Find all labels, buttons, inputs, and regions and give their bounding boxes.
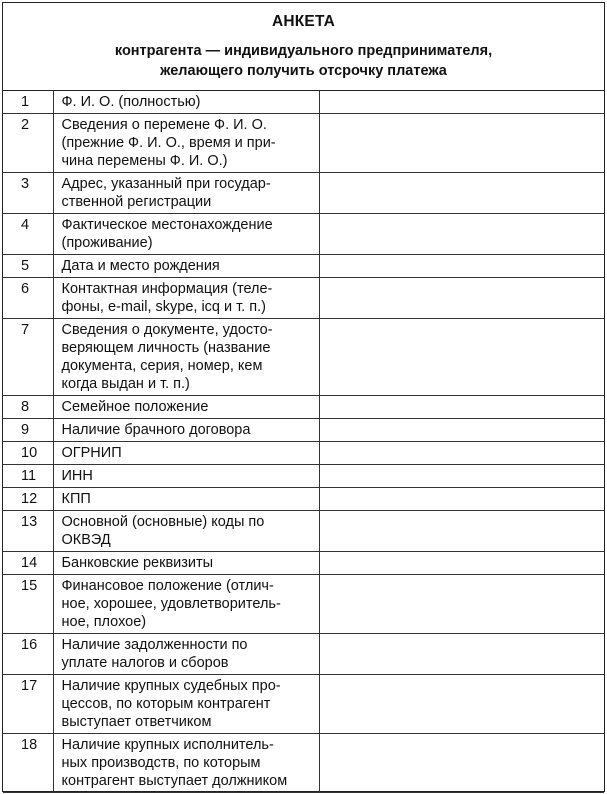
row-label-line: когда выдан и т. п.)	[61, 376, 190, 392]
row-number: 11	[3, 465, 53, 488]
form-subtitle	[3, 41, 604, 81]
row-label-line: документа, серия, номер, кем	[61, 358, 263, 374]
row-number: 16	[3, 634, 53, 675]
table-row	[3, 396, 604, 419]
table-row	[3, 511, 604, 552]
row-label-line: цессов, по которым контрагент	[61, 696, 271, 712]
row-value-field[interactable]	[319, 488, 604, 511]
row-value-field[interactable]	[319, 278, 604, 319]
row-value-field[interactable]	[319, 552, 604, 575]
row-value-field[interactable]	[319, 675, 604, 734]
row-label-line: ное, хорошее, удовлетворитель-	[61, 596, 281, 612]
row-value-field[interactable]	[319, 91, 604, 114]
row-number: 5	[3, 255, 53, 278]
row-number: 8	[3, 396, 53, 419]
row-number: 15	[3, 575, 53, 634]
table-row	[3, 114, 604, 173]
row-number: 18	[3, 734, 53, 793]
row-number: 13	[3, 511, 53, 552]
questionnaire-form	[2, 2, 605, 792]
row-value-field[interactable]	[319, 396, 604, 419]
row-value-field[interactable]	[319, 511, 604, 552]
row-label-line: Наличие брачного договора	[61, 422, 251, 438]
row-label	[53, 255, 319, 278]
row-number: 17	[3, 675, 53, 734]
table-row	[3, 634, 604, 675]
row-value-field[interactable]	[319, 173, 604, 214]
table-row	[3, 552, 604, 575]
row-label-line: Сведения о перемене Ф. И. О.	[61, 117, 267, 133]
form-header	[3, 3, 604, 91]
row-label	[53, 419, 319, 442]
row-value-field[interactable]	[319, 214, 604, 255]
row-label-line: ственной регистрации	[61, 194, 212, 210]
row-label-line: Финансовое положение (отлич-	[61, 578, 274, 594]
row-value-field[interactable]	[319, 114, 604, 173]
row-number: 1	[3, 91, 53, 114]
table-row	[3, 675, 604, 734]
table-row	[3, 442, 604, 465]
row-value-field[interactable]	[319, 575, 604, 634]
table-row	[3, 255, 604, 278]
row-label-line: Фактическое местонахождение	[61, 217, 273, 233]
row-number: 9	[3, 419, 53, 442]
subtitle-line-2: желающего получить отсрочку платежа	[160, 63, 447, 79]
row-value-field[interactable]	[319, 319, 604, 396]
row-number: 7	[3, 319, 53, 396]
row-label	[53, 634, 319, 675]
row-label-line: фоны, e-mail, skype, icq и т. п.)	[61, 299, 266, 315]
row-number: 14	[3, 552, 53, 575]
row-number: 12	[3, 488, 53, 511]
row-value-field[interactable]	[319, 419, 604, 442]
row-label-line: выступает ответчиком	[61, 714, 212, 730]
row-label-line: чина перемены Ф. И. О.)	[61, 153, 228, 169]
row-label-line: Наличие задолженности по	[61, 637, 248, 653]
questionnaire-table	[3, 91, 604, 793]
row-label-line: ОГРНИП	[61, 445, 122, 461]
row-label	[53, 396, 319, 419]
row-label	[53, 173, 319, 214]
row-value-field[interactable]	[319, 442, 604, 465]
row-label	[53, 442, 319, 465]
table-row	[3, 419, 604, 442]
row-label-line: Семейное положение	[61, 399, 209, 415]
row-label	[53, 575, 319, 634]
row-label-line: Сведения о документе, удосто-	[61, 322, 273, 338]
table-row	[3, 278, 604, 319]
table-row	[3, 575, 604, 634]
row-label	[53, 734, 319, 793]
table-row	[3, 734, 604, 793]
row-label-line: уплате налогов и сборов	[61, 655, 229, 671]
table-row	[3, 91, 604, 114]
row-label-line: КПП	[61, 491, 91, 507]
row-number: 6	[3, 278, 53, 319]
row-label-line: ОКВЭД	[61, 532, 111, 548]
form-title: АНКЕТА	[271, 13, 336, 30]
row-label-line: Основной (основные) коды по	[61, 514, 265, 530]
row-label-line: Наличие крупных исполнитель-	[61, 737, 274, 753]
row-label	[53, 675, 319, 734]
row-label	[53, 114, 319, 173]
row-label	[53, 511, 319, 552]
row-value-field[interactable]	[319, 734, 604, 793]
row-label	[53, 278, 319, 319]
row-label-line: (прежние Ф. И. О., время и при-	[61, 135, 276, 151]
row-label-line: Адрес, указанный при государ-	[61, 176, 271, 192]
row-label-line: ИНН	[61, 468, 93, 484]
row-label	[53, 488, 319, 511]
row-value-field[interactable]	[319, 255, 604, 278]
row-number: 2	[3, 114, 53, 173]
questionnaire-rows	[3, 91, 604, 793]
row-label-line: Ф. И. О. (полностью)	[61, 94, 201, 110]
row-label-line: ное, плохое)	[61, 614, 147, 630]
row-label-line: Контактная информация (теле-	[61, 281, 273, 297]
table-row	[3, 214, 604, 255]
row-number: 10	[3, 442, 53, 465]
row-value-field[interactable]	[319, 634, 604, 675]
row-label-line: веряющем личность (название	[61, 340, 271, 356]
row-label	[53, 465, 319, 488]
table-row	[3, 488, 604, 511]
row-label-line: контрагент выступает должником	[61, 773, 288, 789]
row-number: 4	[3, 214, 53, 255]
table-row	[3, 319, 604, 396]
row-label-line: Наличие крупных судебных про-	[61, 678, 281, 694]
row-label	[53, 552, 319, 575]
row-label-line: ных производств, по которым	[61, 755, 261, 771]
table-row	[3, 465, 604, 488]
row-value-field[interactable]	[319, 465, 604, 488]
row-label-line: (проживание)	[61, 235, 153, 251]
row-label	[53, 319, 319, 396]
row-label-line: Банковские реквизиты	[61, 555, 214, 571]
row-label	[53, 214, 319, 255]
row-label	[53, 91, 319, 114]
row-number: 3	[3, 173, 53, 214]
subtitle-line-1: контрагента — индивидуального предпринимателя,	[114, 43, 493, 59]
row-label-line: Дата и место рождения	[61, 258, 220, 274]
table-row	[3, 173, 604, 214]
